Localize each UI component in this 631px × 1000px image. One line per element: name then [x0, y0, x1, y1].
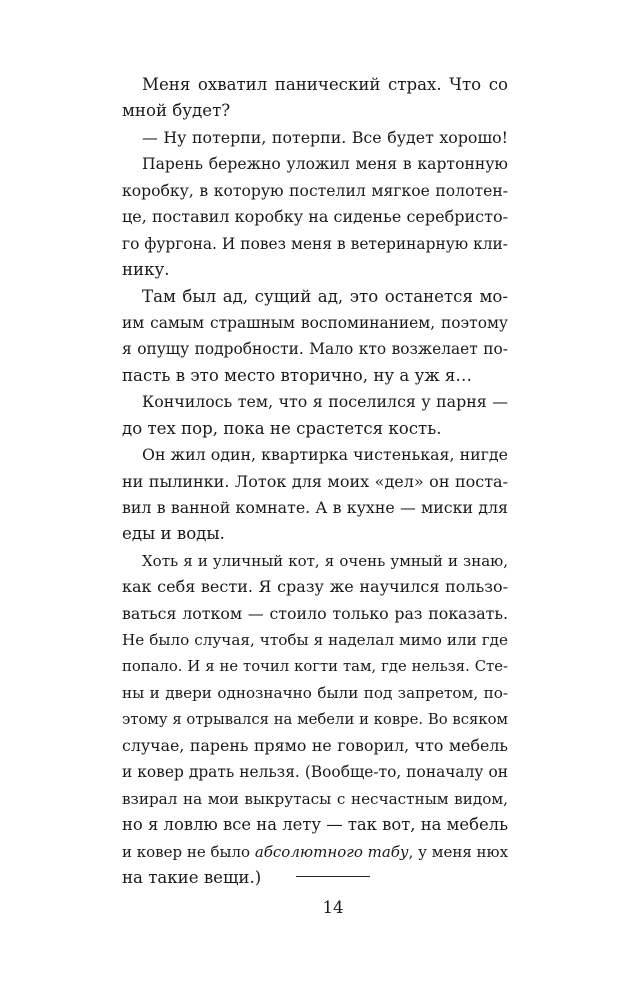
text-line: Он жил один, квартирка чистенькая, нигде [142, 445, 508, 465]
text-line: Парень бережно уложил меня в картонную [142, 155, 508, 174]
italic-text: абсолютного табу [254, 842, 409, 861]
text-line: це, поставил коробку на сиденье серебристо- [122, 207, 508, 227]
text-line: Хоть я и уличный кот, я очень умный и знаю, [142, 551, 508, 570]
page-number-rule [296, 876, 370, 877]
text-line: Меня охватил панический страх. Что со [142, 75, 508, 94]
text-span: , у меня нюх [408, 842, 509, 861]
text-line: как себя вести. Я сразу же научился пользо- [122, 577, 508, 597]
text-line: ваться лотком — стоило только раз показать. [122, 603, 508, 623]
body-text [122, 72, 508, 892]
text-line: им самым страшным воспоминанием, поэтому [122, 313, 508, 332]
text-line: ны и двери однозначно были под запретом, по- [122, 684, 508, 703]
text-line: еды и воды. [122, 524, 225, 544]
text-line: я опущу подробности. Мало кто возжелает по- [122, 340, 508, 359]
text-span: и ковер не было [122, 842, 255, 861]
text-line: но я ловлю все на лету — так вот, на мебель [122, 815, 508, 835]
page-number: 14 [322, 898, 344, 917]
text-line: до тех пор, пока не срастется кость. [122, 418, 442, 438]
text-line: — Ну потерпи, потерпи. Все будет хорошо! [142, 127, 508, 147]
text-line: ни пылинки. Лоток для моих «дел» он поста- [122, 471, 508, 491]
text-line: Не было случая, чтобы я наделал мимо или где [122, 631, 508, 650]
text-line: пасть в это место вторично, ну а уж я… [122, 365, 472, 385]
text-line: взирал на мои выкрутасы с несчастным видом, [122, 789, 508, 808]
text-line: Кончилось тем, что я поселился у парня — [142, 392, 508, 412]
text-line: и ковер драть нельзя. (Вообще-то, поначалу он [122, 763, 508, 782]
text-line: этому я отрывался на мебели и ковре. Во всяком [122, 710, 508, 728]
text-line: нику. [122, 260, 170, 280]
text-line: попало. И я не точил когти там, где нельзя. Сте- [122, 657, 508, 675]
text-line: вил в ванной комнате. А в кухне — миски для [122, 498, 508, 517]
text-line: Там был ад, сущий ад, это останется мо- [142, 286, 508, 306]
text-line: го фургона. И повез меня в ветеринарную кли- [122, 234, 508, 253]
text-line: случае, парень прямо не говорил, что мебель [122, 735, 508, 755]
text-line: коробку, в которую постелил мягкое полотен- [122, 181, 508, 200]
text-line: на такие вещи.) [122, 868, 262, 888]
text-line: мной будет? [122, 101, 231, 121]
text-line [122, 839, 508, 865]
